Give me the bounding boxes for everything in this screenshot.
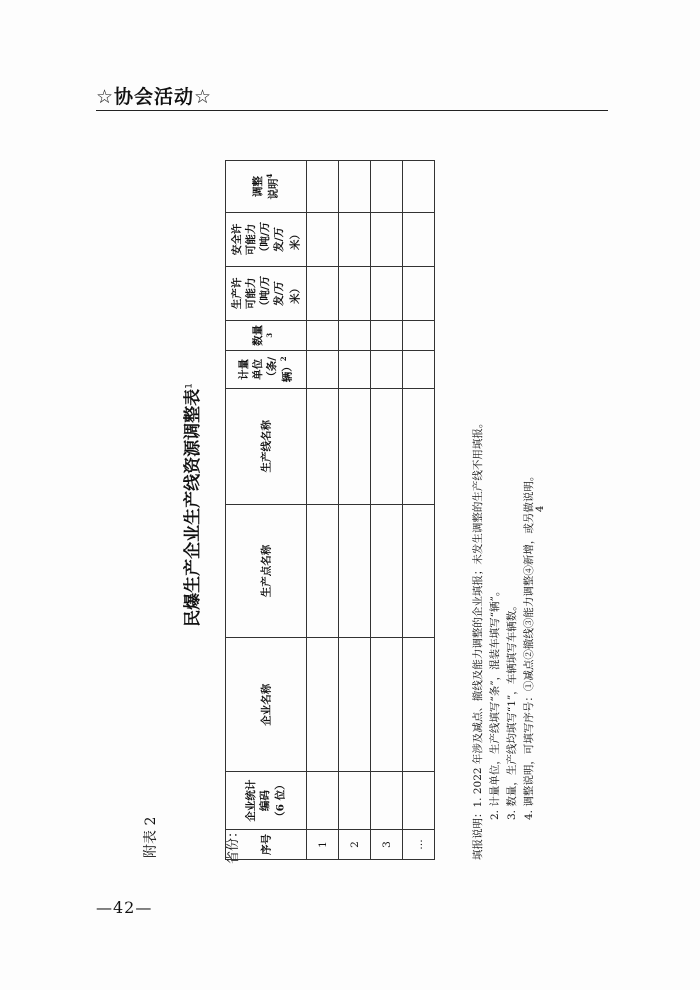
cell-input[interactable]	[371, 772, 403, 830]
col-header-unit: 计量 单位 （条/ 辆）$^2$	[226, 350, 307, 388]
cell-input[interactable]	[403, 772, 435, 830]
cell-input[interactable]	[371, 388, 403, 504]
cell-input[interactable]	[339, 388, 371, 504]
page-number: —42—	[96, 898, 153, 917]
col-header-adjustment-note: 调整 说明$^4$	[226, 161, 307, 213]
col-header-enterprise-name: 企业名称	[226, 638, 307, 772]
cell-input[interactable]	[307, 266, 339, 320]
cell-input[interactable]	[403, 638, 435, 772]
cell-input[interactable]	[307, 388, 339, 504]
header-divider	[96, 110, 608, 111]
table-title	[178, 140, 203, 870]
cell-input[interactable]	[307, 213, 339, 267]
rotated-content-area	[130, 140, 590, 870]
table-row	[403, 161, 435, 860]
row-index: 2	[339, 830, 371, 860]
table-row	[307, 161, 339, 860]
cell-input[interactable]	[307, 161, 339, 213]
col-header-production-capacity: 生产许 可能力 （吨/万 发/万 米）	[226, 266, 307, 320]
cell-input[interactable]	[339, 266, 371, 320]
cell-input[interactable]	[307, 320, 339, 350]
cell-input[interactable]	[339, 350, 371, 388]
row-index: …	[403, 830, 435, 860]
row-index: 3	[371, 830, 403, 860]
cell-input[interactable]	[371, 638, 403, 772]
cell-input[interactable]	[339, 161, 371, 213]
cell-input[interactable]	[307, 772, 339, 830]
cell-input[interactable]	[371, 266, 403, 320]
table-title-text: 民爆生产企业生产线资源调整表	[183, 388, 203, 627]
inner-page-number: 4	[535, 505, 546, 512]
cell-input[interactable]	[371, 350, 403, 388]
table-header-row	[226, 161, 307, 860]
instruction-line-4: 4. 调整说明，可填写序号：①减点②撤线③能力调整④新增，或另做说明。	[523, 470, 535, 820]
appendix-label: 附表 2	[143, 816, 159, 858]
cell-input[interactable]	[403, 161, 435, 213]
col-header-enterprise-code: 企业统计 编码 （6 位）	[226, 772, 307, 830]
province-label: 省份：	[226, 824, 241, 864]
cell-input[interactable]	[339, 213, 371, 267]
cell-input[interactable]	[403, 266, 435, 320]
col-header-safety-capacity: 安全许 可能力 （吨/万 发/万 米）	[226, 213, 307, 267]
landscape-page	[130, 140, 590, 870]
section-header-title: ☆协会活动☆	[96, 86, 213, 108]
cell-input[interactable]	[371, 504, 403, 638]
cell-input[interactable]	[403, 350, 435, 388]
instruction-line-2: 2. 计量单位，生产线填写“条”，混装车填写“辆”。	[489, 585, 501, 820]
table-row	[339, 161, 371, 860]
adjustment-table	[225, 160, 435, 860]
table-title-footnote: 1	[184, 383, 195, 389]
cell-input[interactable]	[371, 320, 403, 350]
instruction-line-3: 3. 数量，生产线均填写“1”，车辆填写车辆数。	[506, 600, 518, 820]
cell-input[interactable]	[307, 504, 339, 638]
cell-input[interactable]	[403, 213, 435, 267]
cell-input[interactable]	[339, 320, 371, 350]
cell-input[interactable]	[403, 388, 435, 504]
cell-input[interactable]	[403, 320, 435, 350]
instruction-line-1: 填报说明：1. 2022 年涉及减点、撤线及能力调整的企业填报；未发生调整的生产线不用填报。	[472, 417, 484, 860]
cell-input[interactable]	[339, 638, 371, 772]
table-row	[371, 161, 403, 860]
cell-input[interactable]	[403, 504, 435, 638]
cell-input[interactable]	[339, 504, 371, 638]
filling-instructions	[470, 140, 538, 860]
row-index: 1	[307, 830, 339, 860]
cell-input[interactable]	[371, 213, 403, 267]
col-header-index: 序号	[226, 830, 307, 860]
cell-input[interactable]	[307, 638, 339, 772]
cell-input[interactable]	[339, 772, 371, 830]
cell-input[interactable]	[307, 350, 339, 388]
col-header-line-name: 生产线名称	[226, 388, 307, 504]
col-header-site-name: 生产点名称	[226, 504, 307, 638]
cell-input[interactable]	[371, 161, 403, 213]
col-header-quantity: 数量$^3$	[226, 320, 307, 350]
